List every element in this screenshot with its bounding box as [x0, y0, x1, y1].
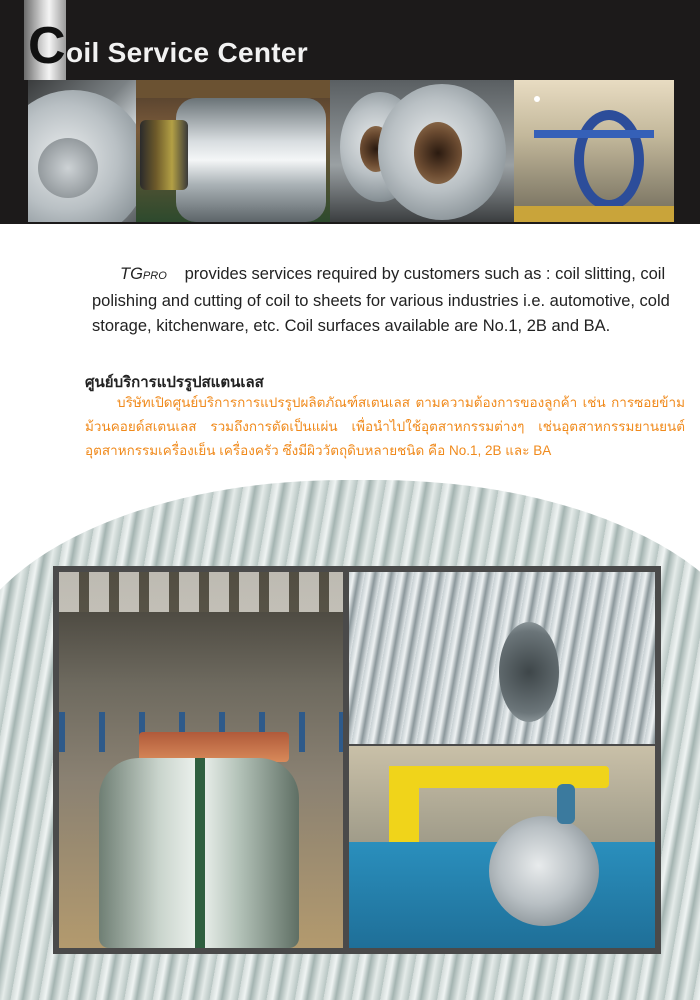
- blue-reel: [574, 110, 644, 210]
- worker: [557, 784, 575, 824]
- brand-name: TGPRO: [120, 265, 167, 283]
- photo-slit-coils: [349, 572, 655, 744]
- coil-center-hole: [499, 622, 559, 722]
- intro-text: provides services required by customers such as : coil slitting, coil polishing and cutting of coil to sheets for various industries i.e. automotive, cold storage, kitchenware, etc. Coil surfaces available are No.1, 2B and BA.: [92, 265, 670, 335]
- thai-text: บริษัทเปิดศูนย์บริการการแปรรูปผลิตภัณฑ์สเตนเลส ตามความต้องการของลูกค้า เช่น การซอยข้ามม้วนคอยด์สเตนเลส รวมถึงการตัดเป็นแผ่น เพื่อนำไปใช้อุตสาหกรรมต่างๆ เช่นอุตสาหกรรมยานยนต์ อุตสาหกรรมเครื่องเย็น เครื่องครัว ซึ่งมีผิววัตถุดิบหลายชนิด คือ No.1, 2B และ BA: [85, 395, 685, 458]
- header-band: [0, 0, 700, 224]
- page-title: oil Service Center: [66, 37, 308, 68]
- machine-hub: [140, 120, 188, 190]
- photo-slitting-machine: [514, 80, 674, 222]
- floor-rail: [514, 206, 674, 222]
- coil-strap: [195, 758, 205, 948]
- blue-arm: [534, 130, 654, 138]
- photo-warehouse: [59, 572, 343, 948]
- intro-paragraph: [92, 262, 682, 339]
- ceiling-strip: [136, 80, 330, 98]
- machine-coil: [489, 816, 599, 926]
- photo-collage: [53, 566, 661, 954]
- ceiling-lights: [59, 572, 343, 612]
- photo-coil-machine: [136, 80, 330, 222]
- title-bar: [0, 0, 700, 80]
- photo-yellow-machine: [349, 746, 655, 948]
- title-initial: C: [28, 17, 66, 75]
- yellow-arm: [389, 766, 609, 788]
- thai-paragraph: [85, 391, 685, 463]
- photo-coil-closeup: [28, 80, 136, 222]
- photo-standing-coils: [330, 80, 514, 222]
- thai-heading: ศูนย์บริการแปรรูปสแตนเลส: [85, 374, 264, 391]
